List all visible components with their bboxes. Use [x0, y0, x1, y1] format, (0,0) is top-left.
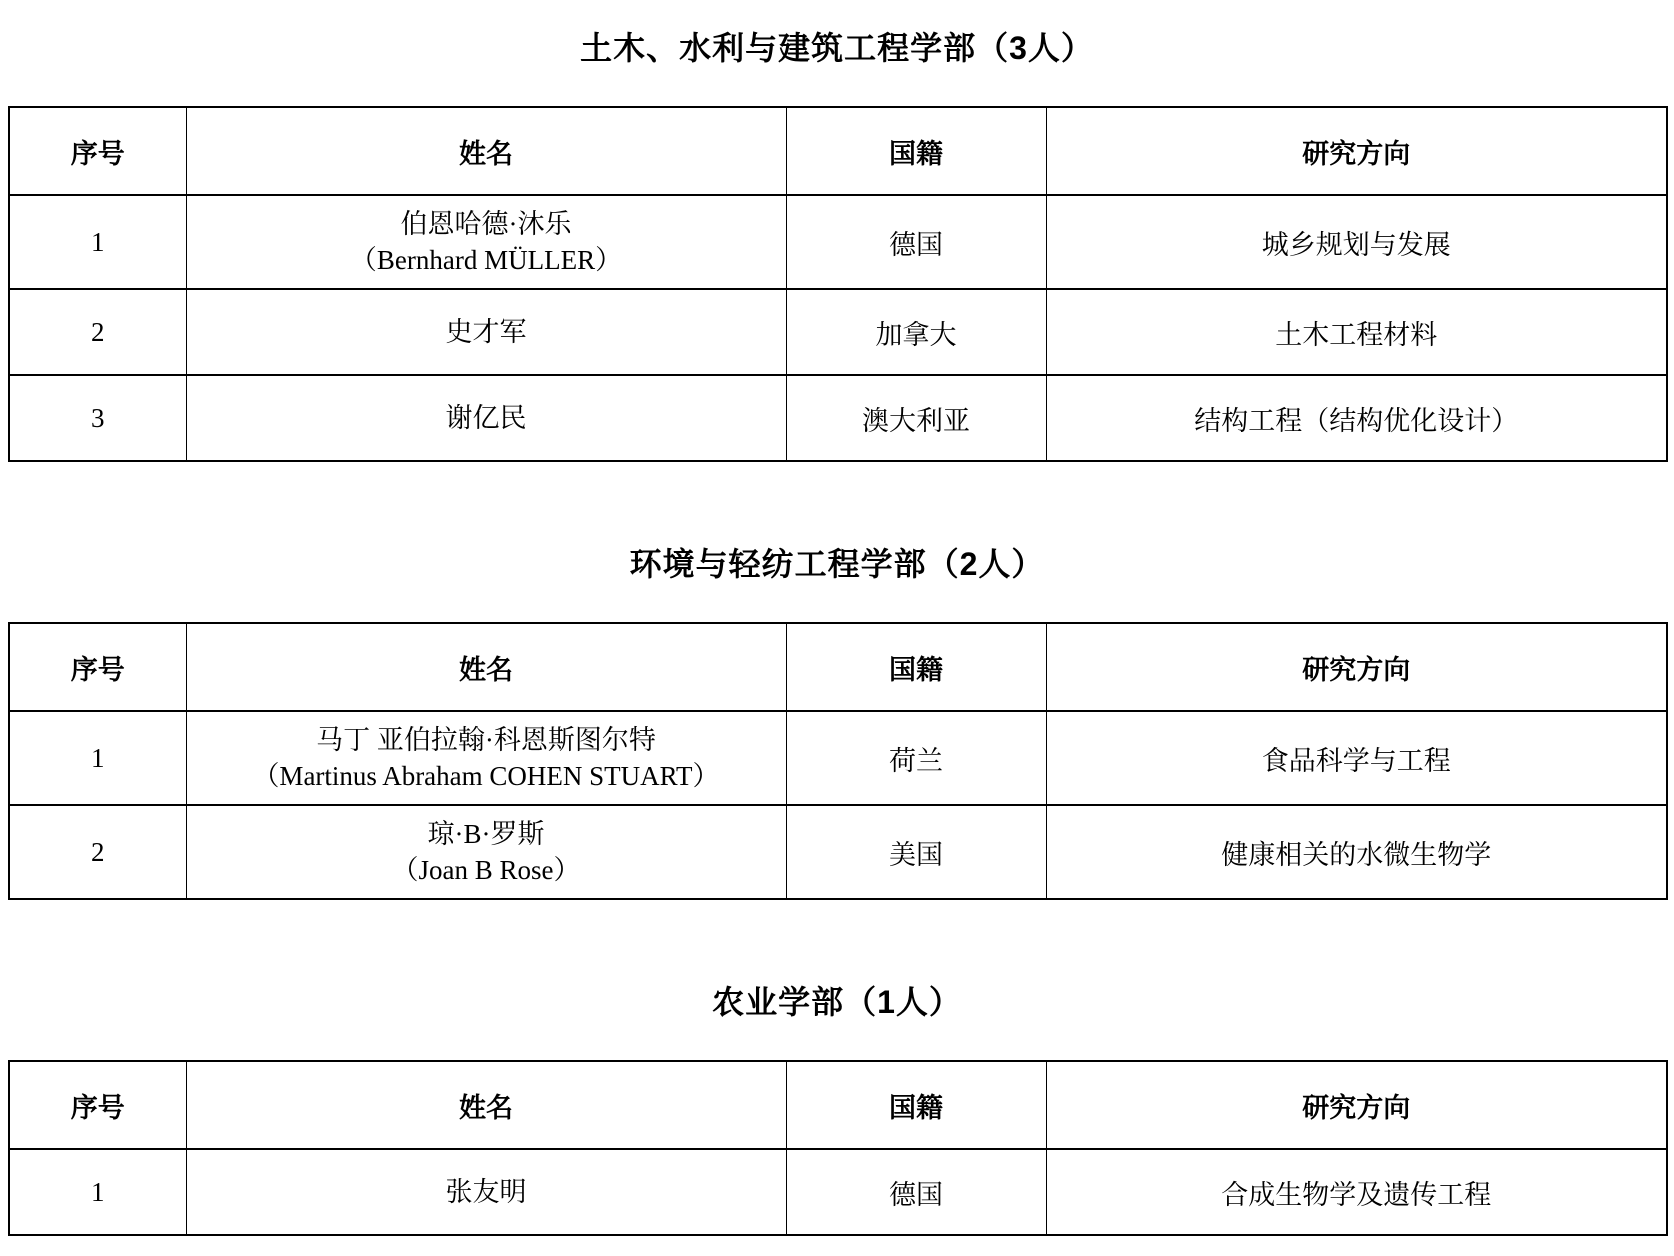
column-header-research: 研究方向 [1046, 623, 1667, 711]
cell-name [186, 195, 786, 289]
members-table-agriculture [8, 1060, 1668, 1236]
cell-nationality: 荷兰 [786, 711, 1046, 805]
cell-research: 土木工程材料 [1046, 289, 1667, 375]
name-cn: 谢亿民 [445, 403, 527, 433]
cell-no: 1 [9, 195, 186, 289]
table-header-row [9, 623, 1667, 711]
cell-nationality: 加拿大 [786, 289, 1046, 375]
table-row [9, 1149, 1667, 1235]
name-cn: 伯恩哈德·沐乐 [400, 209, 572, 239]
section-title-environment-textile: 环境与轻纺工程学部（2人） [629, 546, 1045, 582]
cell-research: 合成生物学及遗传工程 [1046, 1149, 1667, 1235]
members-table-environment-textile [8, 622, 1668, 900]
cell-nationality: 德国 [786, 195, 1046, 289]
name-cn: 琼·B·罗斯 [427, 819, 545, 849]
column-header-research: 研究方向 [1046, 107, 1667, 195]
cell-no: 2 [9, 289, 186, 375]
cell-research: 食品科学与工程 [1046, 711, 1667, 805]
cell-name [186, 1149, 786, 1235]
column-header-nationality: 国籍 [786, 1061, 1046, 1149]
cell-name [186, 805, 786, 899]
column-header-no: 序号 [9, 1061, 186, 1149]
cell-no: 1 [9, 711, 186, 805]
cell-no: 1 [9, 1149, 186, 1235]
name-en: （Bernhard MÜLLER） [349, 245, 623, 275]
table-row [9, 375, 1667, 461]
column-header-name: 姓名 [186, 107, 786, 195]
cell-research: 城乡规划与发展 [1046, 195, 1667, 289]
cell-name [186, 375, 786, 461]
name-cn: 马丁 亚伯拉翰·科恩斯图尔特 [316, 725, 656, 755]
cell-name [186, 711, 786, 805]
name-en: （Martinus Abraham COHEN STUART） [252, 761, 720, 791]
name-cn: 张友明 [445, 1177, 527, 1207]
column-header-no: 序号 [9, 623, 186, 711]
table-row [9, 711, 1667, 805]
cell-nationality: 德国 [786, 1149, 1046, 1235]
column-header-name: 姓名 [186, 623, 786, 711]
column-header-no: 序号 [9, 107, 186, 195]
cell-no: 3 [9, 375, 186, 461]
members-table-civil-engineering [8, 106, 1668, 462]
cell-nationality: 澳大利亚 [786, 375, 1046, 461]
cell-no: 2 [9, 805, 186, 899]
column-header-nationality: 国籍 [786, 623, 1046, 711]
table-header-row [9, 1061, 1667, 1149]
section-title-agriculture: 农业学部（1人） [712, 984, 962, 1020]
table-row [9, 195, 1667, 289]
cell-research: 健康相关的水微生物学 [1046, 805, 1667, 899]
column-header-nationality: 国籍 [786, 107, 1046, 195]
cell-name [186, 289, 786, 375]
table-row [9, 289, 1667, 375]
column-header-research: 研究方向 [1046, 1061, 1667, 1149]
name-en: （Joan B Rose） [391, 855, 581, 885]
cell-research: 结构工程（结构优化设计） [1046, 375, 1667, 461]
table-header-row [9, 107, 1667, 195]
table-row [9, 805, 1667, 899]
section-title-civil-engineering: 土木、水利与建筑工程学部（3人） [580, 30, 1094, 66]
name-cn: 史才军 [445, 317, 527, 347]
column-header-name: 姓名 [186, 1061, 786, 1149]
cell-nationality: 美国 [786, 805, 1046, 899]
